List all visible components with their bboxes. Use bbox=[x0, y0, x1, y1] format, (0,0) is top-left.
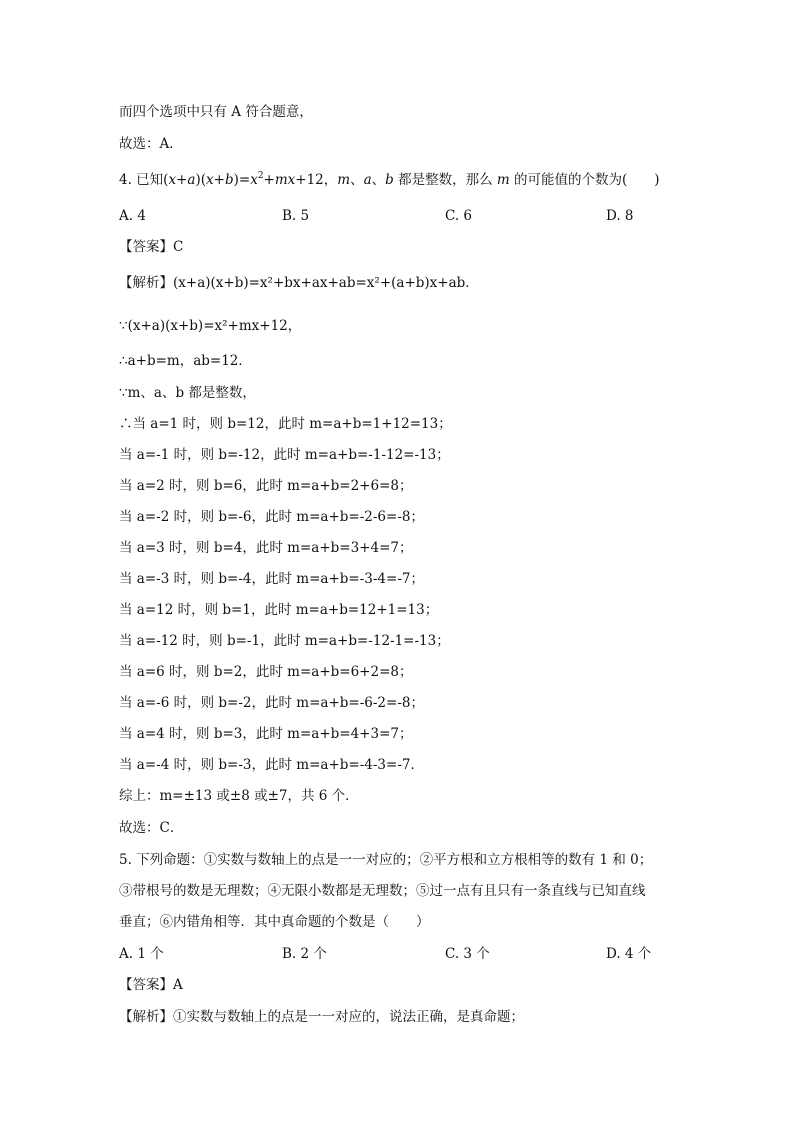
q4-option-c: C. 6 bbox=[445, 208, 473, 224]
q4-analysis-line: 故选：C． bbox=[119, 820, 184, 836]
q4-analysis-line: 当 a=-12 时，则 b=-1，此时 m=a+b=-12-1=-13； bbox=[119, 633, 450, 649]
q4-text: + bbox=[263, 172, 275, 188]
q4-text: + bbox=[213, 172, 225, 188]
q4-text: )( bbox=[195, 172, 206, 188]
q5-analysis: 【解析】①实数与数轴上的点是一一对应的，说法正确，是真命题； bbox=[119, 1009, 524, 1025]
q4-var: a bbox=[363, 172, 372, 188]
q5-option-c: C. 3 个 bbox=[445, 946, 490, 962]
prev-line-2: 故选：A． bbox=[119, 136, 183, 152]
q4-analysis-line: ∴a+b=m，ab=12． bbox=[119, 353, 252, 369]
q4-exponent: 2 bbox=[257, 171, 264, 181]
q4-analysis-line: 当 a=-2 时，则 b=-6，此时 m=a+b=-2-6=-8； bbox=[119, 509, 424, 525]
q4-analysis-line: 当 a=-6 时，则 b=-2，此时 m=a+b=-6-2=-8； bbox=[119, 695, 424, 711]
q4-analysis-line: 当 a=-1 时，则 b=-12，此时 m=a+b=-1-12=-13； bbox=[119, 447, 450, 463]
q4-text: 、 bbox=[371, 172, 386, 188]
q4-var: b bbox=[385, 172, 394, 188]
q4-analysis-line: ∵m、a、b 都是整数， bbox=[119, 385, 256, 401]
q4-var: x bbox=[168, 172, 177, 188]
q4-text: 的可能值的个数为( ) bbox=[509, 172, 660, 188]
question-5-line-2: ③带根号的数是无理数；④无限小数都是无理数；⑤过一点有且只有一条直线与已知直线 bbox=[119, 883, 646, 899]
q4-var: b bbox=[224, 172, 234, 188]
q4-analysis-line: ∴当 a=1 时，则 b=12，此时 m=a+b=1+12=13； bbox=[119, 416, 452, 432]
q5-option-b: B. 2 个 bbox=[282, 946, 327, 962]
q4-option-d: D. 8 bbox=[606, 208, 634, 224]
q4-text: 已知( bbox=[131, 172, 169, 188]
q4-text: 都是整数，那么 bbox=[393, 172, 497, 188]
q4-analysis-text: (x+a)(x+b)=x²+bx+ax+ab=x²+(a+b)x+ab． bbox=[173, 275, 479, 291]
q4-analysis-line: 当 a=4 时，则 b=3，此时 m=a+b=4+3=7； bbox=[119, 726, 413, 742]
q4-analysis-line: 当 a=2 时，则 b=6，此时 m=a+b=2+6=8； bbox=[119, 478, 413, 494]
q5-option-a: A. 1 个 bbox=[119, 946, 164, 962]
q4-var: m bbox=[337, 172, 351, 188]
prev-line-1: 而四个选项中只有 A 符合题意， bbox=[119, 104, 313, 120]
q4-var: m bbox=[496, 172, 510, 188]
q4-analysis-line: 当 a=3 时，则 b=4，此时 m=a+b=3+4=7； bbox=[119, 540, 413, 556]
q4-analysis-line bbox=[119, 273, 479, 293]
question-4-stem bbox=[119, 170, 660, 190]
q4-analysis-line: ∵(x+a)(x+b)=x²+mx+12， bbox=[119, 318, 302, 334]
q4-analysis-label: 【解析】 bbox=[119, 275, 173, 291]
question-5-line-1: 5. 下列命题：①实数与数轴上的点是一一对应的；②平方根和立方根相等的数有 1 和 0； bbox=[119, 852, 653, 868]
q4-answer: 【答案】C bbox=[119, 239, 184, 255]
q4-text: 、 bbox=[350, 172, 364, 188]
q4-analysis-line: 当 a=6 时，则 b=2，此时 m=a+b=6+2=8； bbox=[119, 664, 413, 680]
question-5-line-3: 垂直；⑥内错角相等．其中真命题的个数是（ ） bbox=[119, 914, 430, 930]
q4-option-b: B. 5 bbox=[282, 208, 310, 224]
q4-var: mx bbox=[274, 172, 296, 188]
q4-text: )= bbox=[233, 172, 251, 188]
q4-analysis-line: 当 a=12 时，则 b=1，此时 m=a+b=12+1=13； bbox=[119, 602, 439, 618]
q4-analysis-line: 当 a=-3 时，则 b=-4，此时 m=a+b=-3-4=-7； bbox=[119, 571, 424, 587]
q4-var: x bbox=[250, 172, 258, 188]
q4-var: a bbox=[187, 172, 196, 188]
q4-text: +12， bbox=[295, 172, 338, 188]
q4-option-a: A. 4 bbox=[119, 208, 146, 224]
q5-answer: 【答案】A bbox=[119, 977, 183, 993]
q4-analysis-line: 综上：m=±13 或±8 或±7，共 6 个． bbox=[119, 788, 359, 804]
q4-text: + bbox=[176, 172, 188, 188]
q4-number: 4. bbox=[119, 172, 132, 188]
q5-option-d: D. 4 个 bbox=[606, 946, 652, 962]
q4-var: x bbox=[206, 172, 214, 188]
q4-analysis-line: 当 a=-4 时，则 b=-3，此时 m=a+b=-4-3=-7． bbox=[119, 757, 424, 773]
